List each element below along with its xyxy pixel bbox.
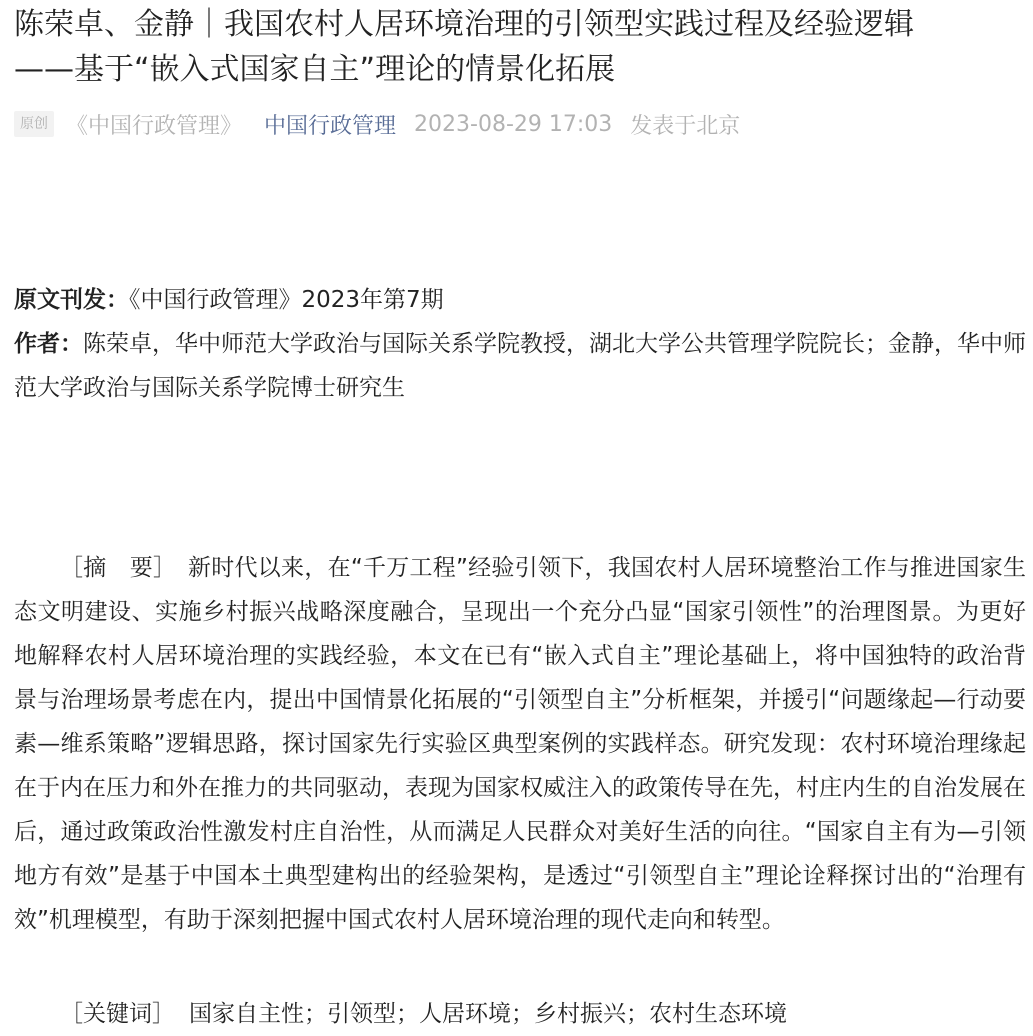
author-label: 作者： xyxy=(14,331,83,357)
abstract-section xyxy=(14,546,1026,942)
title-line-2: ——基于“嵌入式国家自主”理论的情景化拓展 xyxy=(14,52,616,87)
keywords-label: ［关键词］ xyxy=(60,1001,175,1027)
title-line-1: 陈荣卓、金静｜我国农村人居环境治理的引领型实践过程及经验逻辑 xyxy=(14,7,914,42)
keywords-value: 国家自主性；引领型；人居环境；乡村振兴；农村生态环境 xyxy=(189,1001,787,1027)
article-title xyxy=(14,0,1026,92)
author-line xyxy=(14,322,1026,410)
abstract-paragraph xyxy=(14,546,1026,942)
abstract-label: ［摘 要］ xyxy=(60,555,165,581)
publication-info xyxy=(14,278,1026,410)
article xyxy=(14,0,1027,1027)
publish-line xyxy=(14,278,1026,322)
publish-time: 2023-08-29 17:03 xyxy=(414,111,613,137)
original-badge: 原创 xyxy=(14,111,54,137)
source-name: 《中国行政管理》 xyxy=(66,113,243,139)
article-meta xyxy=(14,109,1026,139)
publish-location: 发表于北京 xyxy=(630,113,741,139)
account-link[interactable]: 中国行政管理 xyxy=(264,113,397,139)
abstract-text: 新时代以来，在“千万工程”经验引领下，我国农村人居环境整治工作与推进国家生态文明建设、实施乡村振兴战略深度融合，呈现出一个充分凸显“国家引领性”的治理图景。为更好地解释农村人居环境治理的实践经验，本文在已有“嵌入式自主”理论基础上，将中国独特的政治背景与治理场景考虑在内，提出中国情景化拓展的“引领型自主”分析框架，并援引“问题缘起—行动要素—维系策略”逻辑思路，探讨国家先行实验区典型案例的实践样态。研究发现：农村环境治理缘起在于内在压力和外在推力的共同驱动，表现为国家权威注入的政策传导在先，村庄内生的自治发展在后，通过政策政治性激发村庄自治性，从而满足人民群众对美好生活的向往。“国家自主有为—引领地方有效”是基于中国本土典型建构出的经验架构，是透过“引领型自主”理论诠释探讨出的“治理有效”机理模型，有助于深刻把握中国式农村人居环境治理的现代走向和转型。 xyxy=(14,555,1027,933)
publish-label: 原文刊发： xyxy=(14,287,129,313)
keywords-paragraph xyxy=(14,992,1026,1036)
keywords-section xyxy=(14,992,1026,1036)
author-value: 陈荣卓，华中师范大学政治与国际关系学院教授，湖北大学公共管理学院院长；金静，华中师范大学政治与国际关系学院博士研究生 xyxy=(14,331,1026,401)
publish-value: 《中国行政管理》2023年第7期 xyxy=(129,287,444,313)
